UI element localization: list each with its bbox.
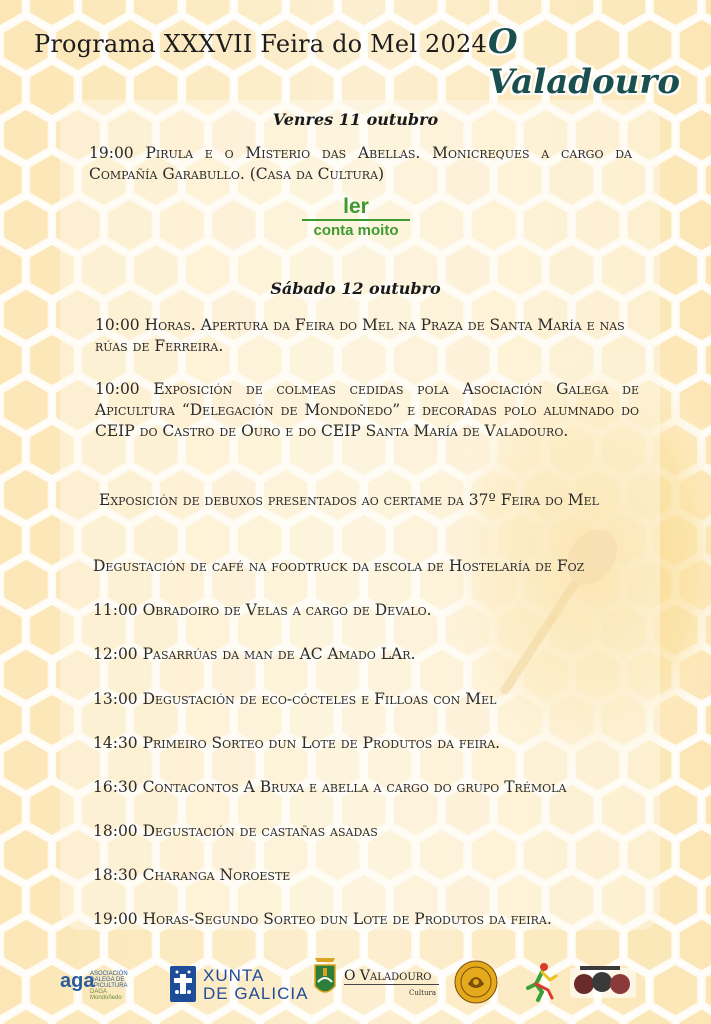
ler-conta-moito-logo	[298, 196, 414, 242]
xunta-line1: XUNTA	[203, 966, 265, 985]
amado-lar-seal-icon	[454, 960, 498, 1004]
saturday-event: 19:00 Horas-Segundo Sorteo dun Lote de Produtos da feira.	[93, 910, 552, 928]
saturday-event: 18:30 Charanga Noroeste	[93, 866, 291, 884]
valadouro-logo-name: O Valadouro	[344, 968, 439, 985]
saturday-event: 11:00 Obradoiro de Velas a cargo de Devalo.	[93, 601, 432, 619]
saturday-event: Degustación de café na foodtruck da escola de Hostelaría de Foz	[93, 557, 585, 575]
ler-logo-divider	[302, 219, 410, 221]
xunta-de-galicia-logo	[170, 964, 310, 1004]
valadouro-logo	[312, 956, 442, 1006]
saturday-event: 10:00 Horas. Apertura da Feira do Mel na Praza de Santa María e nas rúas de Ferreira.	[95, 316, 625, 355]
aga-logo-line: ASOCIACIÓN	[90, 971, 128, 977]
aga-logo-line: APICULTURA	[90, 983, 128, 989]
friday-event: 19:00 Pirula e o Misterio das Abellas. Monicreques a cargo da Compañía Garabullo. (Casa da Cultura)	[89, 144, 632, 183]
saturday-event: 14:30 Primeiro Sorteo dun Lote de Produtos da feira.	[93, 734, 501, 752]
valadouro-logo-sub: Cultura	[409, 989, 436, 997]
runner-figure-icon	[524, 962, 558, 1002]
aga-logo-line: GALEGA DE	[90, 977, 125, 983]
saturday-event: 12:00 Pasarrúas da man de AC Amado LAr.	[93, 645, 416, 663]
association-emblem-icon	[570, 962, 636, 1002]
aga-logo-line: DAGA Mondoñedo	[90, 989, 122, 1001]
ler-logo-top: ler	[343, 195, 369, 218]
municipality-title: O Valadouro	[488, 22, 680, 102]
saturday-event: 13:00 Degustación de eco-cócteles e Filloas con Mel	[93, 690, 497, 708]
aga-logo	[60, 966, 140, 1002]
saturday-event: 18:00 Degustación de castañas asadas	[93, 822, 378, 840]
ler-logo-bottom: conta moito	[313, 222, 399, 239]
friday-heading: Venres 11 outubro	[272, 110, 439, 129]
page-title: Programa XXXVII Feira do Mel 2024	[34, 30, 487, 58]
xunta-shield-icon	[170, 966, 196, 1002]
saturday-event: 16:30 Contacontos A Bruxa e abella a cargo do grupo Trémola	[93, 778, 567, 796]
xunta-line2: DE GALICIA	[203, 984, 309, 1003]
valadouro-crest-icon	[312, 956, 338, 1000]
aga-logo-mark: aga	[60, 970, 95, 992]
saturday-event: Exposición de debuxos presentados ao certame da 37º Feira do Mel	[99, 491, 599, 509]
saturday-event: 10:00 Exposición de colmeas cedidas pola Asociación Galega de Apicultura “Delegación de Mondoñedo” e decoradas polo alumnado do CEIP do Castro de Ouro e do CEIP Santa María de Valadouro.	[95, 380, 639, 440]
saturday-heading: Sábado 12 outubro	[270, 279, 441, 298]
